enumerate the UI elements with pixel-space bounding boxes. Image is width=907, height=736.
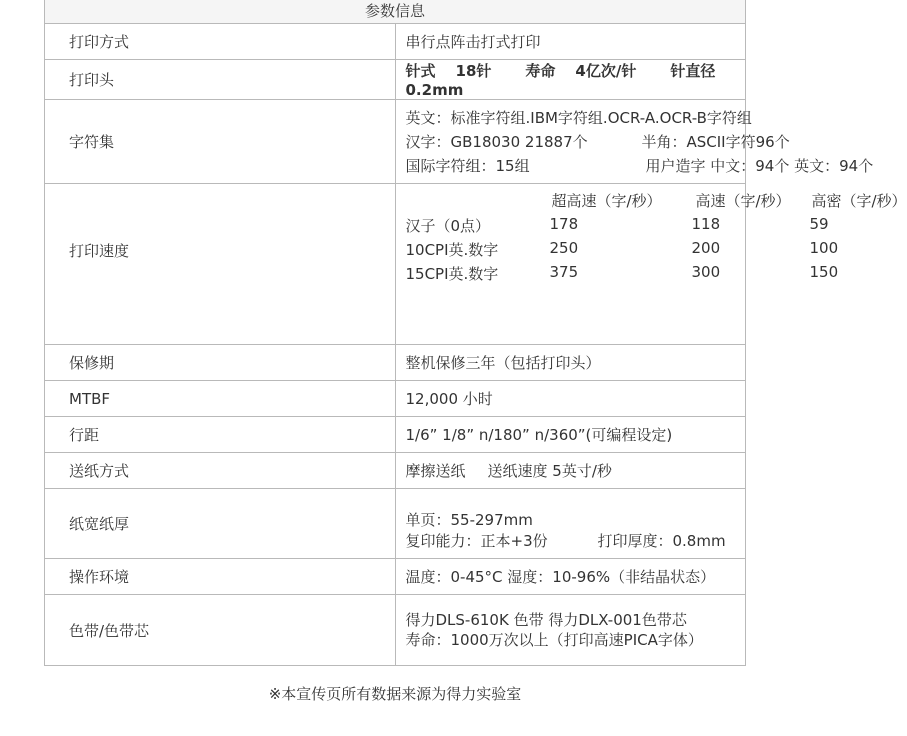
- pin-type: 针式: [405, 62, 436, 80]
- table-row: [45, 345, 746, 381]
- table-row: [45, 381, 746, 417]
- value-ribbon: [395, 595, 746, 666]
- speed-value: 150: [809, 263, 839, 281]
- value-print-head: [395, 60, 746, 100]
- charset-half-width: 半角：ASCII字符96个: [641, 132, 790, 151]
- speed-col-ultra: 超高速（字/秒）: [551, 192, 662, 210]
- charset-line-2: [405, 130, 790, 154]
- life-label: 寿命: [525, 62, 556, 80]
- table-row: [45, 60, 746, 100]
- speed-grid: [405, 184, 907, 344]
- table-header: 参数信息: [45, 0, 746, 24]
- charset-intl: 国际字符组：15组: [405, 156, 530, 175]
- label-paper-width: 纸宽纸厚: [45, 489, 396, 559]
- speed-value: 118: [691, 215, 721, 233]
- speed-row-name: 汉子（0点）: [405, 217, 491, 235]
- paper-feed-method: 摩擦送纸: [405, 462, 466, 480]
- ribbon-line-1: 得力DLS-610K 色带 得力DLX-001色带芯: [405, 611, 687, 629]
- charset-chinese: 汉字：GB18030 21887个: [405, 132, 588, 151]
- value-environment: 温度：0-45°C 湿度：10-96%（非结晶状态）: [395, 559, 746, 595]
- label-ribbon: 色带/色带芯: [45, 595, 396, 666]
- table-row: [45, 184, 746, 345]
- charset-line-3: [405, 154, 874, 178]
- table-row: [45, 417, 746, 453]
- paper-thickness: 打印厚度：0.8mm: [597, 532, 726, 550]
- value-print-method: 串行点阵击打式打印: [395, 24, 746, 60]
- label-line-spacing: 行距: [45, 417, 396, 453]
- speed-value: 100: [809, 239, 839, 257]
- speed-value: 375: [549, 263, 579, 281]
- speed-row-name: 15CPI英.数字: [405, 265, 499, 283]
- value-paper-feed: [395, 453, 746, 489]
- paper-copies: 复印能力：正本+3份: [405, 532, 548, 550]
- pin-diameter: 0.2mm: [405, 81, 464, 99]
- speed-value: 200: [691, 239, 721, 257]
- pin-life: 4亿次/针: [575, 62, 637, 80]
- charset-user-defined: 用户造字 中文：94个 英文：94个: [645, 156, 874, 175]
- paper-single: 单页：55-297mm: [405, 511, 533, 529]
- value-line-spacing: 1/6” 1/8” n/180” n/360”(可编程设定): [395, 417, 746, 453]
- table-row: [45, 100, 746, 184]
- ribbon-line-2: 寿命：1000万次以上（打印高速PICA字体）: [405, 631, 703, 649]
- value-print-speed: [395, 184, 907, 345]
- value-mtbf: 12,000 小时: [395, 381, 746, 417]
- speed-row-name: 10CPI英.数字: [405, 241, 499, 259]
- spec-table: [44, 0, 907, 666]
- speed-value: 250: [549, 239, 579, 257]
- label-paper-feed: 送纸方式: [45, 453, 396, 489]
- label-print-method: 打印方式: [45, 24, 396, 60]
- label-charset: 字符集: [45, 100, 396, 184]
- diameter-label: 针直径: [670, 62, 716, 80]
- speed-col-dense: 高密（字/秒）: [811, 192, 907, 210]
- table-header-row: [45, 0, 746, 24]
- table-row: [45, 559, 746, 595]
- paper-feed-speed: 送纸速度 5英寸/秒: [487, 462, 612, 480]
- speed-value: 178: [549, 215, 579, 233]
- charset-english: 英文：标准字符组.IBM字符组.OCR-A.OCR-B字符组: [405, 108, 752, 127]
- pin-count: 18针: [455, 62, 492, 80]
- table-row: [45, 24, 746, 60]
- label-print-head: 打印头: [45, 60, 396, 100]
- value-warranty: 整机保修三年（包括打印头）: [395, 345, 746, 381]
- speed-col-high: 高速（字/秒）: [695, 192, 791, 210]
- speed-value: 59: [809, 215, 829, 233]
- label-print-speed: 打印速度: [45, 184, 396, 345]
- value-charset: [395, 100, 874, 184]
- label-warranty: 保修期: [45, 345, 396, 381]
- table-row: [45, 595, 746, 666]
- label-environment: 操作环境: [45, 559, 396, 595]
- value-paper-width: [395, 489, 746, 559]
- table-row: [45, 453, 746, 489]
- table-row: [45, 489, 746, 559]
- speed-value: 300: [691, 263, 721, 281]
- label-mtbf: MTBF: [45, 381, 396, 417]
- footnote: ※本宣传页所有数据来源为得力实验室: [268, 685, 522, 703]
